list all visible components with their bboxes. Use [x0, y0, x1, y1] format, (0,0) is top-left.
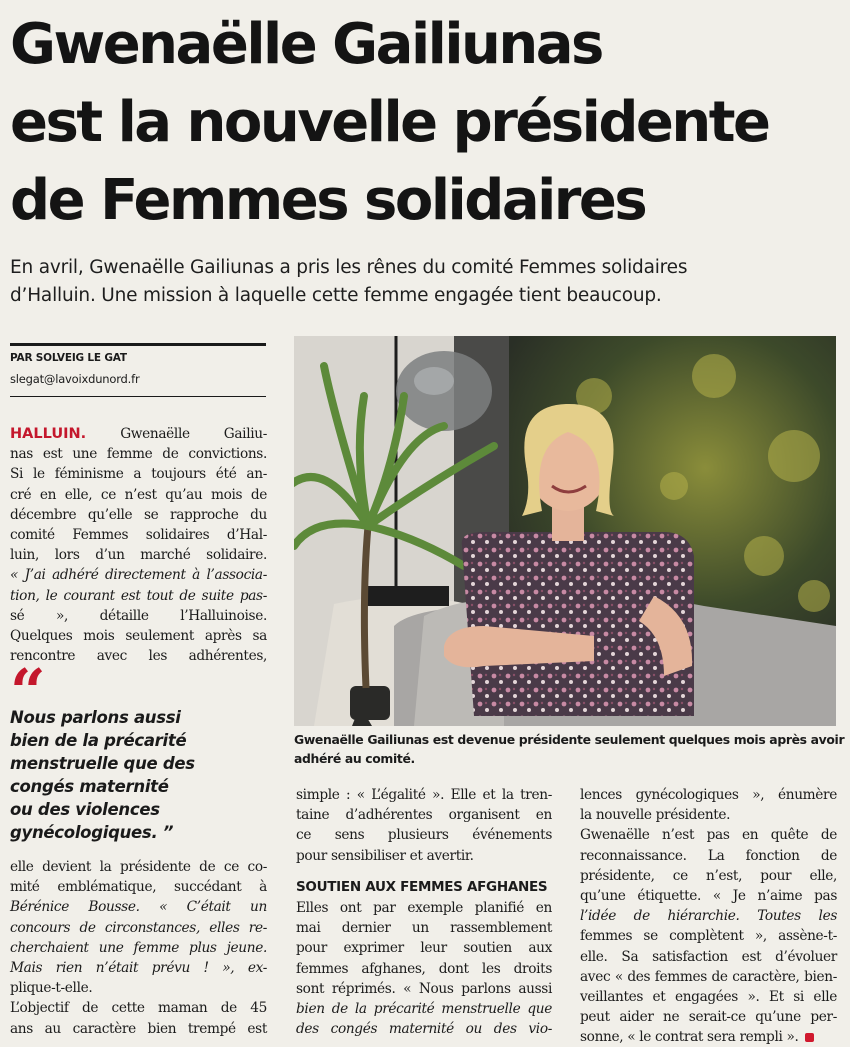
pull-quote-line: Nous parlons aussi	[10, 708, 181, 727]
byline-top-rule	[10, 343, 266, 346]
body-line: sé », détaille l’Halluinoise.	[10, 607, 267, 624]
body-line: l’idée de hiérarchie. Toutes les	[580, 908, 837, 925]
body-line: simple : « L’égalité ». Elle et la tren-	[296, 787, 552, 803]
body-line: nas est une femme de convictions.	[10, 446, 267, 463]
body-line: qu’une étiquette. « Je n’aime pas	[580, 887, 837, 904]
body-line: bien de la précarité menstruelle que	[296, 1000, 552, 1017]
body-line: sonne, « le contrat sera rempli ».	[580, 1027, 837, 1047]
pull-quote-line: ou des violences	[10, 800, 160, 819]
body-line: reconnaissance. La fonction de	[580, 847, 837, 864]
body-line: femmes afghanes, dont les droits	[296, 960, 552, 977]
body-line: pour exprimer leur soutien aux	[296, 940, 552, 957]
body-line: Gwenaëlle n’est pas en quête de	[580, 827, 837, 844]
city-dateline: HALLUIN.	[10, 426, 87, 442]
body-line: lences gynécologiques », énumère	[580, 787, 837, 803]
body-line: cré en elle, ce n’est qu’au mois de	[10, 486, 267, 503]
byline-author: PAR SOLVEIG LE GAT	[10, 352, 127, 364]
pull-quote-line: gynécologiques. ”	[10, 823, 174, 842]
body-line: Elles ont par exemple planifié en	[296, 900, 552, 916]
portrait-photo	[294, 336, 836, 726]
column-1-bottom	[10, 857, 267, 1039]
column-2-top	[296, 785, 552, 866]
pull-quote-line: congés maternité	[10, 777, 169, 796]
body-line: veillantes et engagées ». Et si elle	[580, 988, 837, 1005]
body-line: la nouvelle présidente.	[580, 807, 731, 824]
quote-mark-icon: “	[10, 655, 46, 728]
body-line: taine d’adhérentes organisent en	[296, 807, 552, 824]
standfirst-line: En avril, Gwenaëlle Gailiunas a pris les rênes du comité Femmes solidaires	[10, 257, 688, 278]
caption-line: adhéré au comité.	[294, 751, 415, 766]
body-line: femmes se complètent », assène-t-	[580, 928, 837, 945]
body-line: concours de circonstances, elles re-	[10, 919, 267, 936]
body-line: Si le féminisme a toujours été an-	[10, 466, 267, 483]
body-line: tion, le courant est tout de suite pas-	[10, 587, 267, 604]
photo-caption	[294, 730, 845, 768]
photo-illustration	[294, 336, 836, 726]
caption-line: Gwenaëlle Gailiunas est devenue présidente seulement quelques mois après avoir	[294, 732, 845, 747]
body-line: « J’ai adhéré directement à l’associa-	[10, 567, 267, 584]
body-line: des congés maternité ou des vio-	[296, 1021, 552, 1038]
body-line: rencontre avec les adhérentes,	[10, 648, 267, 665]
column-2-bottom	[296, 898, 552, 1039]
pull-quote-line: bien de la précarité	[10, 731, 187, 750]
section-subhead: SOUTIEN AUX FEMMES AFGHANES	[296, 879, 548, 895]
body-line: HALLUIN. Gwenaëlle Gailiu-	[10, 426, 267, 442]
headline-line: de Femmes solidaires	[10, 168, 646, 233]
headline	[10, 6, 810, 240]
body-line: L’objectif de cette maman de 45	[10, 1000, 267, 1017]
body-line: Quelques mois seulement après sa	[10, 627, 267, 644]
column-3	[580, 785, 837, 1047]
body-line: Bérénice Bousse. « C’était un	[10, 899, 267, 916]
body-line: plique-t-elle.	[10, 980, 93, 997]
headline-line: est la nouvelle présidente	[10, 90, 769, 155]
byline-email: slegat@lavoixdunord.fr	[10, 372, 140, 386]
pull-quote-line: menstruelle que des	[10, 754, 195, 773]
byline-bottom-rule	[10, 396, 266, 397]
body-line: cherchaient une femme plus jeune.	[10, 939, 267, 956]
end-of-article-icon	[805, 1033, 814, 1042]
body-line: elle devient la présidente de ce co-	[10, 859, 267, 875]
body-line: luin, lors d’un marché solidaire.	[10, 547, 267, 564]
body-line: peut aider ne serait-ce qu’une per-	[580, 1009, 837, 1026]
body-line: mai dernier un rassemblement	[296, 920, 552, 937]
standfirst	[10, 254, 830, 310]
column-1-top	[10, 424, 267, 666]
body-line: avec « des femmes de caractère, bien-	[580, 968, 837, 985]
standfirst-line: d’Halluin. Une mission à laquelle cette femme engagée tient beaucoup.	[10, 285, 662, 306]
body-line: comité Femmes solidaires d’Hal-	[10, 526, 267, 543]
body-line: elle. Sa satisfaction est d’évoluer	[580, 948, 837, 965]
body-line: Mais rien n’était prévu ! », ex-	[10, 959, 267, 976]
headline-line: Gwenaëlle Gailiunas	[10, 12, 602, 77]
body-line: ans au caractère bien trempé est	[10, 1020, 267, 1037]
body-line: sont réprimés. « Nous parlons aussi	[296, 980, 552, 997]
body-line: ce sens plusieurs événements	[296, 827, 552, 844]
body-line: mité emblématique, succédant à	[10, 879, 267, 896]
body-line: présidente, ce n’est, pour elle,	[580, 867, 837, 884]
body-line: décembre qu’elle se rapproche du	[10, 506, 267, 523]
body-line: pour sensibiliser et avertir.	[296, 847, 474, 864]
